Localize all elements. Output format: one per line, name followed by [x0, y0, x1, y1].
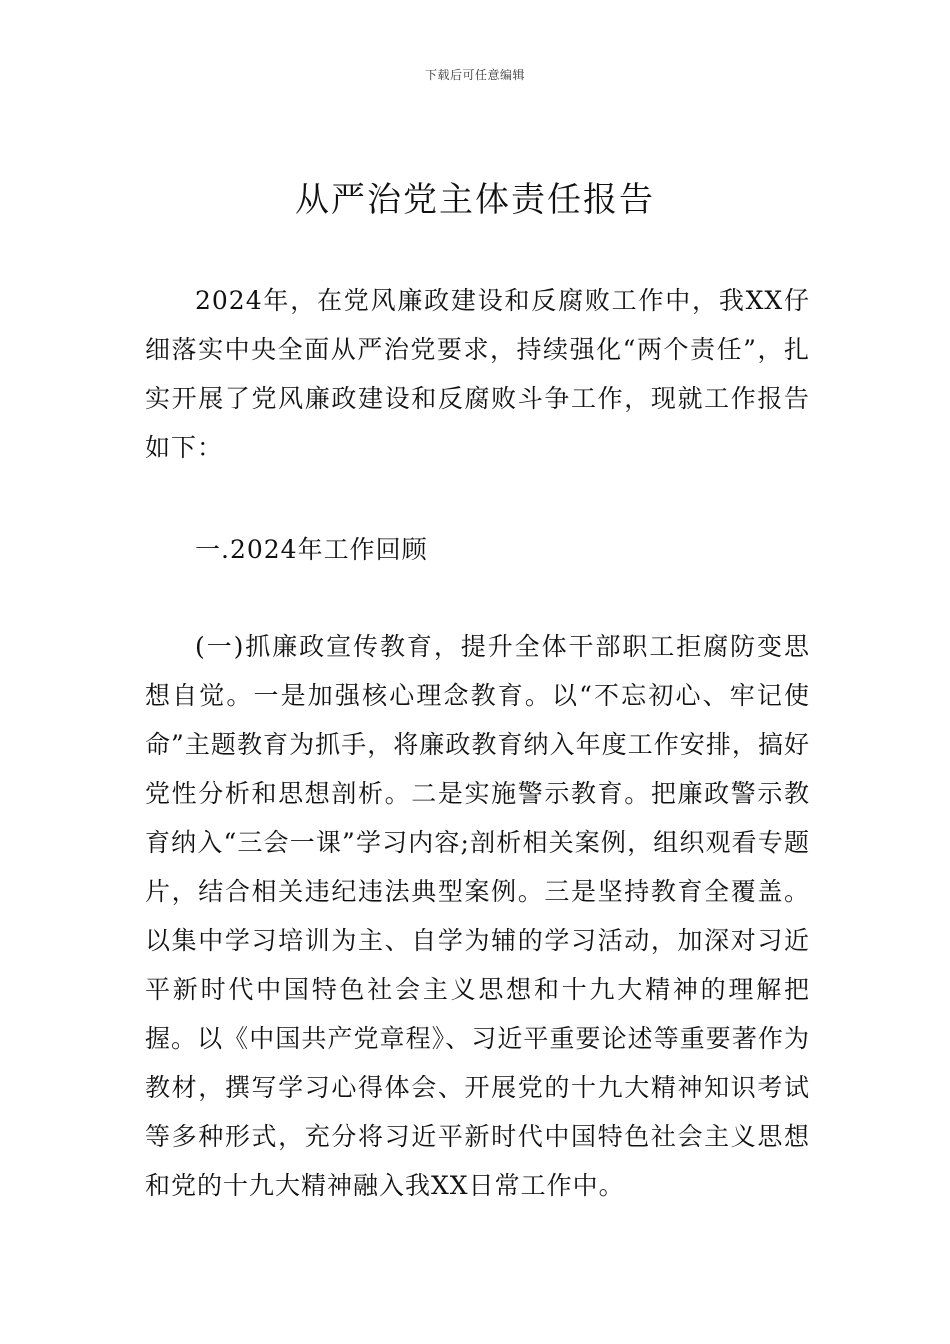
document-title: 从严治党主体责任报告: [295, 180, 655, 220]
section-heading: 一.2024年工作回顾: [195, 535, 428, 564]
header-note: 下载后可任意编辑: [424, 68, 525, 82]
intro-paragraph: 2024年，在党风廉政建设和反腐败工作中，我XX仔细落实中央全面从严治党要求，持续强化“两个责任”，扎实开展了党风廉政建设和反腐败斗争工作，现就工作报告如下：: [145, 286, 810, 462]
body-paragraph: (一)抓廉政宣传教育，提升全体干部职工拒腐防变思想自觉。一是加强核心理念教育。以“不忘初心、牢记使命”主题教育为抓手，将廉政教育纳入年度工作安排，搞好党性分析和思想剖析。二是实施警示教育。把廉政警示教育纳入“三会一课”学习内容;剖析相关案例，组织观看专题片，结合相关违纪违法典型案例。三是坚持教育全覆盖。以集中学习培训为主、自学为辅的学习活动，加深对习近平新时代中国特色社会主义思想和十九大精神的理解把握。以《中国共产党章程》、习近平重要论述等重要著作为教材，撰写学习心得体会、开展党的十九大精神知识考试等多种形式，充分将习近平新时代中国特色社会主义思想和党的十九大精神融入我XX日常工作中。: [145, 632, 810, 1200]
